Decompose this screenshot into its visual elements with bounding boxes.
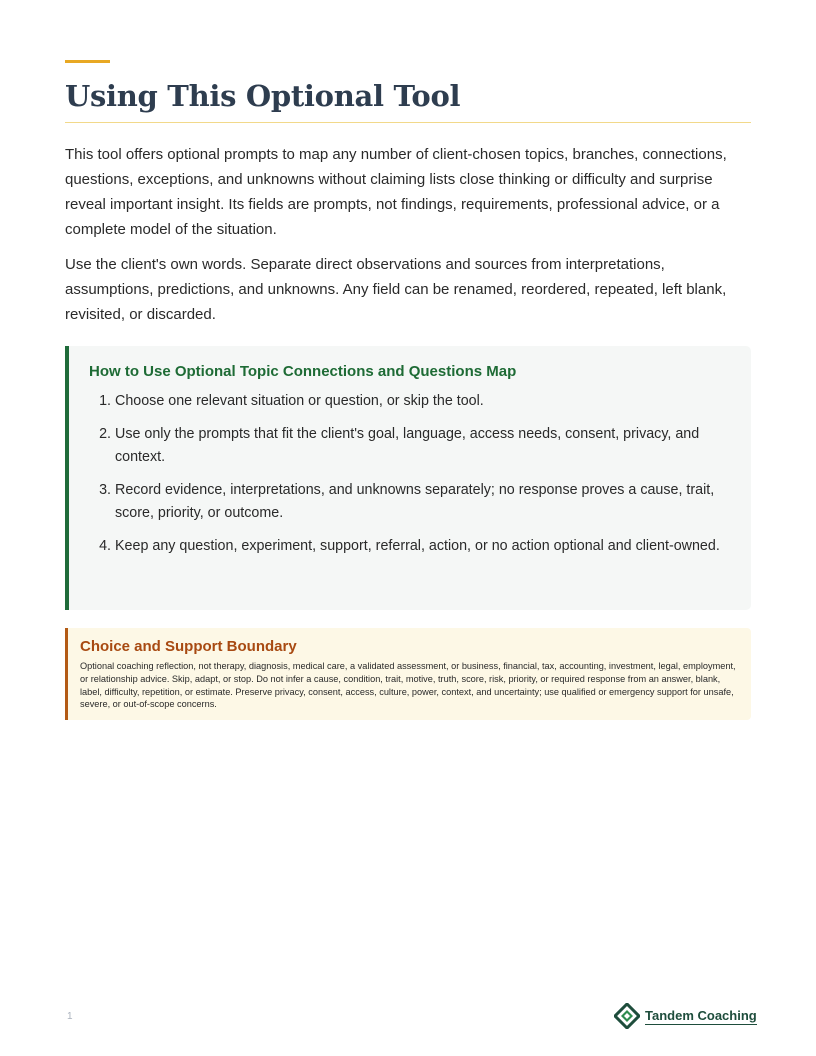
title-accent-bar	[65, 60, 110, 63]
title-divider	[65, 122, 751, 123]
boundary-title: Choice and Support Boundary	[80, 638, 297, 655]
step-item: 4. Keep any question, experiment, support, referral, action, or no action optional and client-owned.	[115, 535, 745, 558]
boundary-text: Optional coaching reflection, not therapy, diagnosis, medical care, a validated assessment, or business, financial, tax, accounting, investment, legal, employment, or relationship advice. Skip, adapt, or stop. Do not infer a cause, condition, trait, motive, truth, score, risk, priority, or required response from an answer, blank, label, difficulty, repetition, or estimate. Preserve privacy, consent, access, culture, power, context, and uncertainty; use qualified or emergency support for unsafe, severe, or out-of-scope concerns.	[80, 661, 736, 710]
intro-section	[65, 142, 751, 337]
step-item: 1. Choose one relevant situation or question, or skip the tool.	[115, 390, 745, 413]
how-to-use-title: How to Use Optional Topic Connections and Questions Map	[89, 363, 517, 380]
brand-name: Tandem Coaching	[645, 1007, 757, 1023]
intro-paragraph-1: This tool offers optional prompts to map any number of client-chosen topics, branches, connections, questions, exceptions, and unknowns without claiming lists close thinking or difficulty and surprise reveal important insight. Its fields are prompts, not findings, requirements, professional advice, or a complete model of the situation.	[65, 146, 727, 238]
step-item: 2. Use only the prompts that fit the client's goal, language, access needs, consent, privacy, and context.	[115, 423, 745, 469]
step-item: 3. Record evidence, interpretations, and unknowns separately; no response proves a cause, trait, score, priority, or outcome.	[115, 479, 745, 525]
how-to-use-panel	[65, 346, 751, 610]
page-number: 1	[67, 1011, 73, 1022]
diamond-logo-icon	[614, 1003, 640, 1029]
page-title: Using This Optional Tool	[65, 79, 461, 113]
intro-paragraph-2: Use the client's own words. Separate direct observations and sources from interpretations, assumptions, predictions, and unknowns. Any field can be renamed, reordered, repeated, left blank, revisited, or discarded.	[65, 256, 727, 323]
brand-logo	[614, 1003, 757, 1029]
how-to-use-steps	[91, 390, 745, 568]
support-boundary-panel	[65, 628, 751, 720]
